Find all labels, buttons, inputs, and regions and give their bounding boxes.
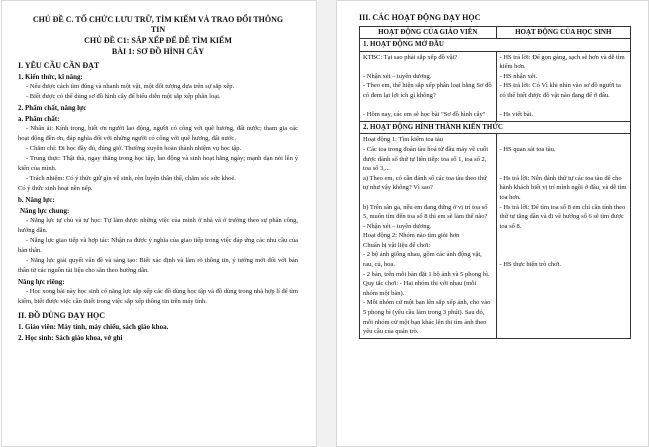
spacer (363, 62, 493, 72)
cell-text: - Nhận xét – tuyên dương. (363, 72, 432, 80)
cell-text: - Nhận xét – tuyên dương. (363, 222, 432, 230)
paragraph: - Năng lực giải quyết vấn đề và sáng tạo: Biết xác định và làm rõ thông tin, ý tưởng mới đối với bản thân từ các nguồn tài liệu cho sẵn theo hướng dẫn. (18, 257, 298, 274)
spacer (500, 135, 627, 145)
spacer (500, 241, 627, 251)
paragraph: Có ý thức sinh hoạt nền nếp. (18, 185, 93, 192)
phase-heading-knowledge: 2. HOẠT ĐỘNG HÌNH THÀNH KIẾN THỨC (360, 121, 631, 134)
section-heading-materials: II. ĐỒ DÙNG DẠY HỌC (18, 311, 106, 320)
topic-title-cont: TIN (150, 25, 166, 34)
subheading-specific-competence: Năng lực riêng: (18, 278, 65, 286)
cell-text: - HS nhận xét. (499, 72, 538, 80)
cell-text: a) Theo em, có cần đánh số các toa tàu theo thứ tự như vậy không? Vì sao? (363, 174, 487, 192)
page-gap (317, 0, 336, 447)
cell-text: - 2 bàn, trên mỗi bàn đặt 1 bộ ảnh và 5 phong bì. (363, 270, 490, 278)
paragraph: - Học xong bài này học sinh có năng lực sắp xếp các đồ dùng học tập và đồ dùng trong nhà hợp lí để tìm kiếm, biết được việc cần thiết trong việc sắp xếp thông tin trên máy tính. (18, 288, 298, 305)
cell-text: b) Trên sân ga, nếu em đang đứng ở vị trí toa số 5, muốn tìm đến toa số 8 thì em sẽ làm thế nào? (363, 203, 488, 221)
spacer (363, 101, 493, 111)
cell-text: Hoạt động 1: Tìm kiếm toa tàu (363, 136, 444, 144)
cell-text: - Các toa trong đoàn tàu hoả từ đầu máy về cuối được đánh số thứ tự liên tiếp: toa số 1, toa số 2, toa số 3,... (363, 145, 488, 173)
cell-text: - Hs trả lời: Nên đánh thứ tự các toa tàu để cho hành khách biết vị trí mình ngồi ở đâu, và dễ tìm toa hơn. (499, 174, 627, 201)
student-cell-opening (496, 51, 630, 121)
cell-text: - Hs trả lời: Để tìm toa số 8 em chỉ cần tính theo thứ tự tăng dần và đi về hướng số 6 sẽ tìm được toa số 8. (499, 203, 626, 230)
cell-text: - HS thực hiện trò chơi. (499, 261, 562, 269)
cell-text: Chuẩn bị vật liệu để chơi: (363, 241, 431, 249)
teacher-cell-knowledge (360, 134, 497, 338)
subheading-qualities-a: a. Phẩm chất: (18, 115, 60, 123)
cell-text: - HS trả lời: Để gọn gàng, sạch sẽ hơn và dễ tìm kiếm hơn. (499, 53, 625, 71)
lesson-title: BÀI 1: SƠ ĐỒ HÌNH CÂY (111, 47, 205, 56)
topic-title: CHỦ ĐỀ C. TỔ CHỨC LƯU TRỮ, TÌM KIẾM VÀ TRAO ĐỔI THÔNG (32, 15, 284, 24)
paragraph: - Trách nhiệm: Có ý thức giữ gìn vệ sinh, rèn luyện thân thể, chăm sóc sức khoẻ. (26, 175, 236, 182)
left-page (1, 0, 317, 447)
section-heading-objectives: I. YÊU CẦU CẦN ĐẠT (18, 61, 100, 70)
subheading-competence: b. Năng lực: (18, 196, 55, 204)
teacher-materials: 1. Giáo viên: Máy tính, máy chiếu, sách giáo khoa. (18, 323, 169, 331)
student-cell-knowledge (496, 134, 630, 338)
spacer (363, 193, 493, 203)
paragraph: - Nhân ái: Kính trọng, biết ơn người lao động, người có công với quê hương, đất nước; tham gia các hoạt động đền ơn, đáp nghĩa đối với những người có công với quê hương, đất nước. (18, 125, 298, 142)
cell-text: - HS trả lời: Có Vì khi nhìn vào sơ đồ người ta có thể biết được đồ vật nào đang để ở đâu. (499, 82, 621, 99)
cell-text: - Theo em, thể hiện sắp xếp phân loại bằng Sơ đồ có đem lại lợi ích gì không? (363, 82, 492, 99)
cell-text: - 2 bộ ảnh giống nhau, gồm các ảnh động vật, rau, củ, hoa. (363, 251, 482, 269)
paragraph: - Năng lực giao tiếp và hợp tác: Nhận ra được ý nghĩa của giao tiếp trong việc đáp ứng các nhu cầu của bản thân. (18, 237, 298, 254)
column-header-teacher: HOẠT ĐỘNG CỦA GIÁO VIÊN (360, 27, 497, 39)
phase-heading-opening: 1. HOẠT ĐỘNG MỞ ĐẦU (360, 39, 631, 52)
spacer (500, 101, 627, 111)
spacer (500, 164, 627, 174)
cell-text: KTBC: Tại sao phải sắp xếp đồ vật? (363, 53, 458, 61)
section-heading-activities: III. CÁC HOẠT ĐỘNG DẠY HỌC (359, 13, 481, 22)
paragraph: - Biết được có thể dùng sơ đồ hình cây để biểu diễn một sắp xếp phân loại. (26, 93, 221, 100)
cell-text: - HS quan sát toa tàu. (499, 145, 556, 153)
subheading-knowledge: 1. Kiến thức, kĩ năng: (18, 73, 83, 81)
cell-text: - Hôm nay, các em sẽ học bài "Sơ đồ hình cây" (363, 111, 486, 119)
paragraph: - Năng lực tự chủ và tự học: Tự làm được những việc của mình ở nhà và ở trường theo sự phân công, hướng dẫn. (18, 217, 298, 234)
right-page (336, 0, 649, 447)
teacher-cell-opening (360, 51, 497, 121)
cell-text: Quy tắc chơi: - Hai nhóm thi với nhau (mỗi nhóm một bàn). (363, 280, 477, 297)
column-header-student: HOẠT ĐỘNG CỦA HỌC SINH (496, 27, 630, 39)
spacer (500, 250, 627, 260)
spacer (500, 231, 627, 241)
spacer (500, 155, 627, 165)
paragraph: - Chăm chỉ: Đi học đầy đủ, đúng giờ. Thường xuyên hoàn thành nhiệm vụ học tập. (26, 145, 242, 152)
paragraph: - Nêu được cách tìm đúng và nhanh một vật, một đối tượng dựa trên sự sắp xếp. (26, 83, 235, 90)
subheading-qualities: 2. Phẩm chất, năng lực (18, 104, 87, 112)
subheading-general-competence: Năng lực chung: (20, 207, 70, 215)
student-materials: 2. Học sinh: Sách giáo khoa, vở ghi (18, 334, 123, 342)
cell-text: - Hs viết bài. (499, 111, 534, 119)
cell-text: - Mỗi nhóm cử một bạn lên sắp xếp ảnh, cho vào 5 phong bì (yêu cầu làm trong 3 phút). Sau đó, mỗi nhóm cử một bạn khác lên thi tìm ảnh theo yêu cầu của quản trò. (363, 299, 491, 336)
activities-table (359, 26, 631, 339)
paragraph: - Trung thực: Thật thà, ngay thẳng trong học tập, lao động và sinh hoạt hằng ngày; mạnh dạn nói lên ý kiến của mình. (18, 155, 298, 172)
cell-text: Hoạt động 2: Nhóm nào tìm giỏi hơn (363, 232, 460, 240)
chapter-title: CHỦ ĐỀ C1: SẮP XẾP ĐỂ DỄ TÌM KIẾM (84, 36, 232, 45)
